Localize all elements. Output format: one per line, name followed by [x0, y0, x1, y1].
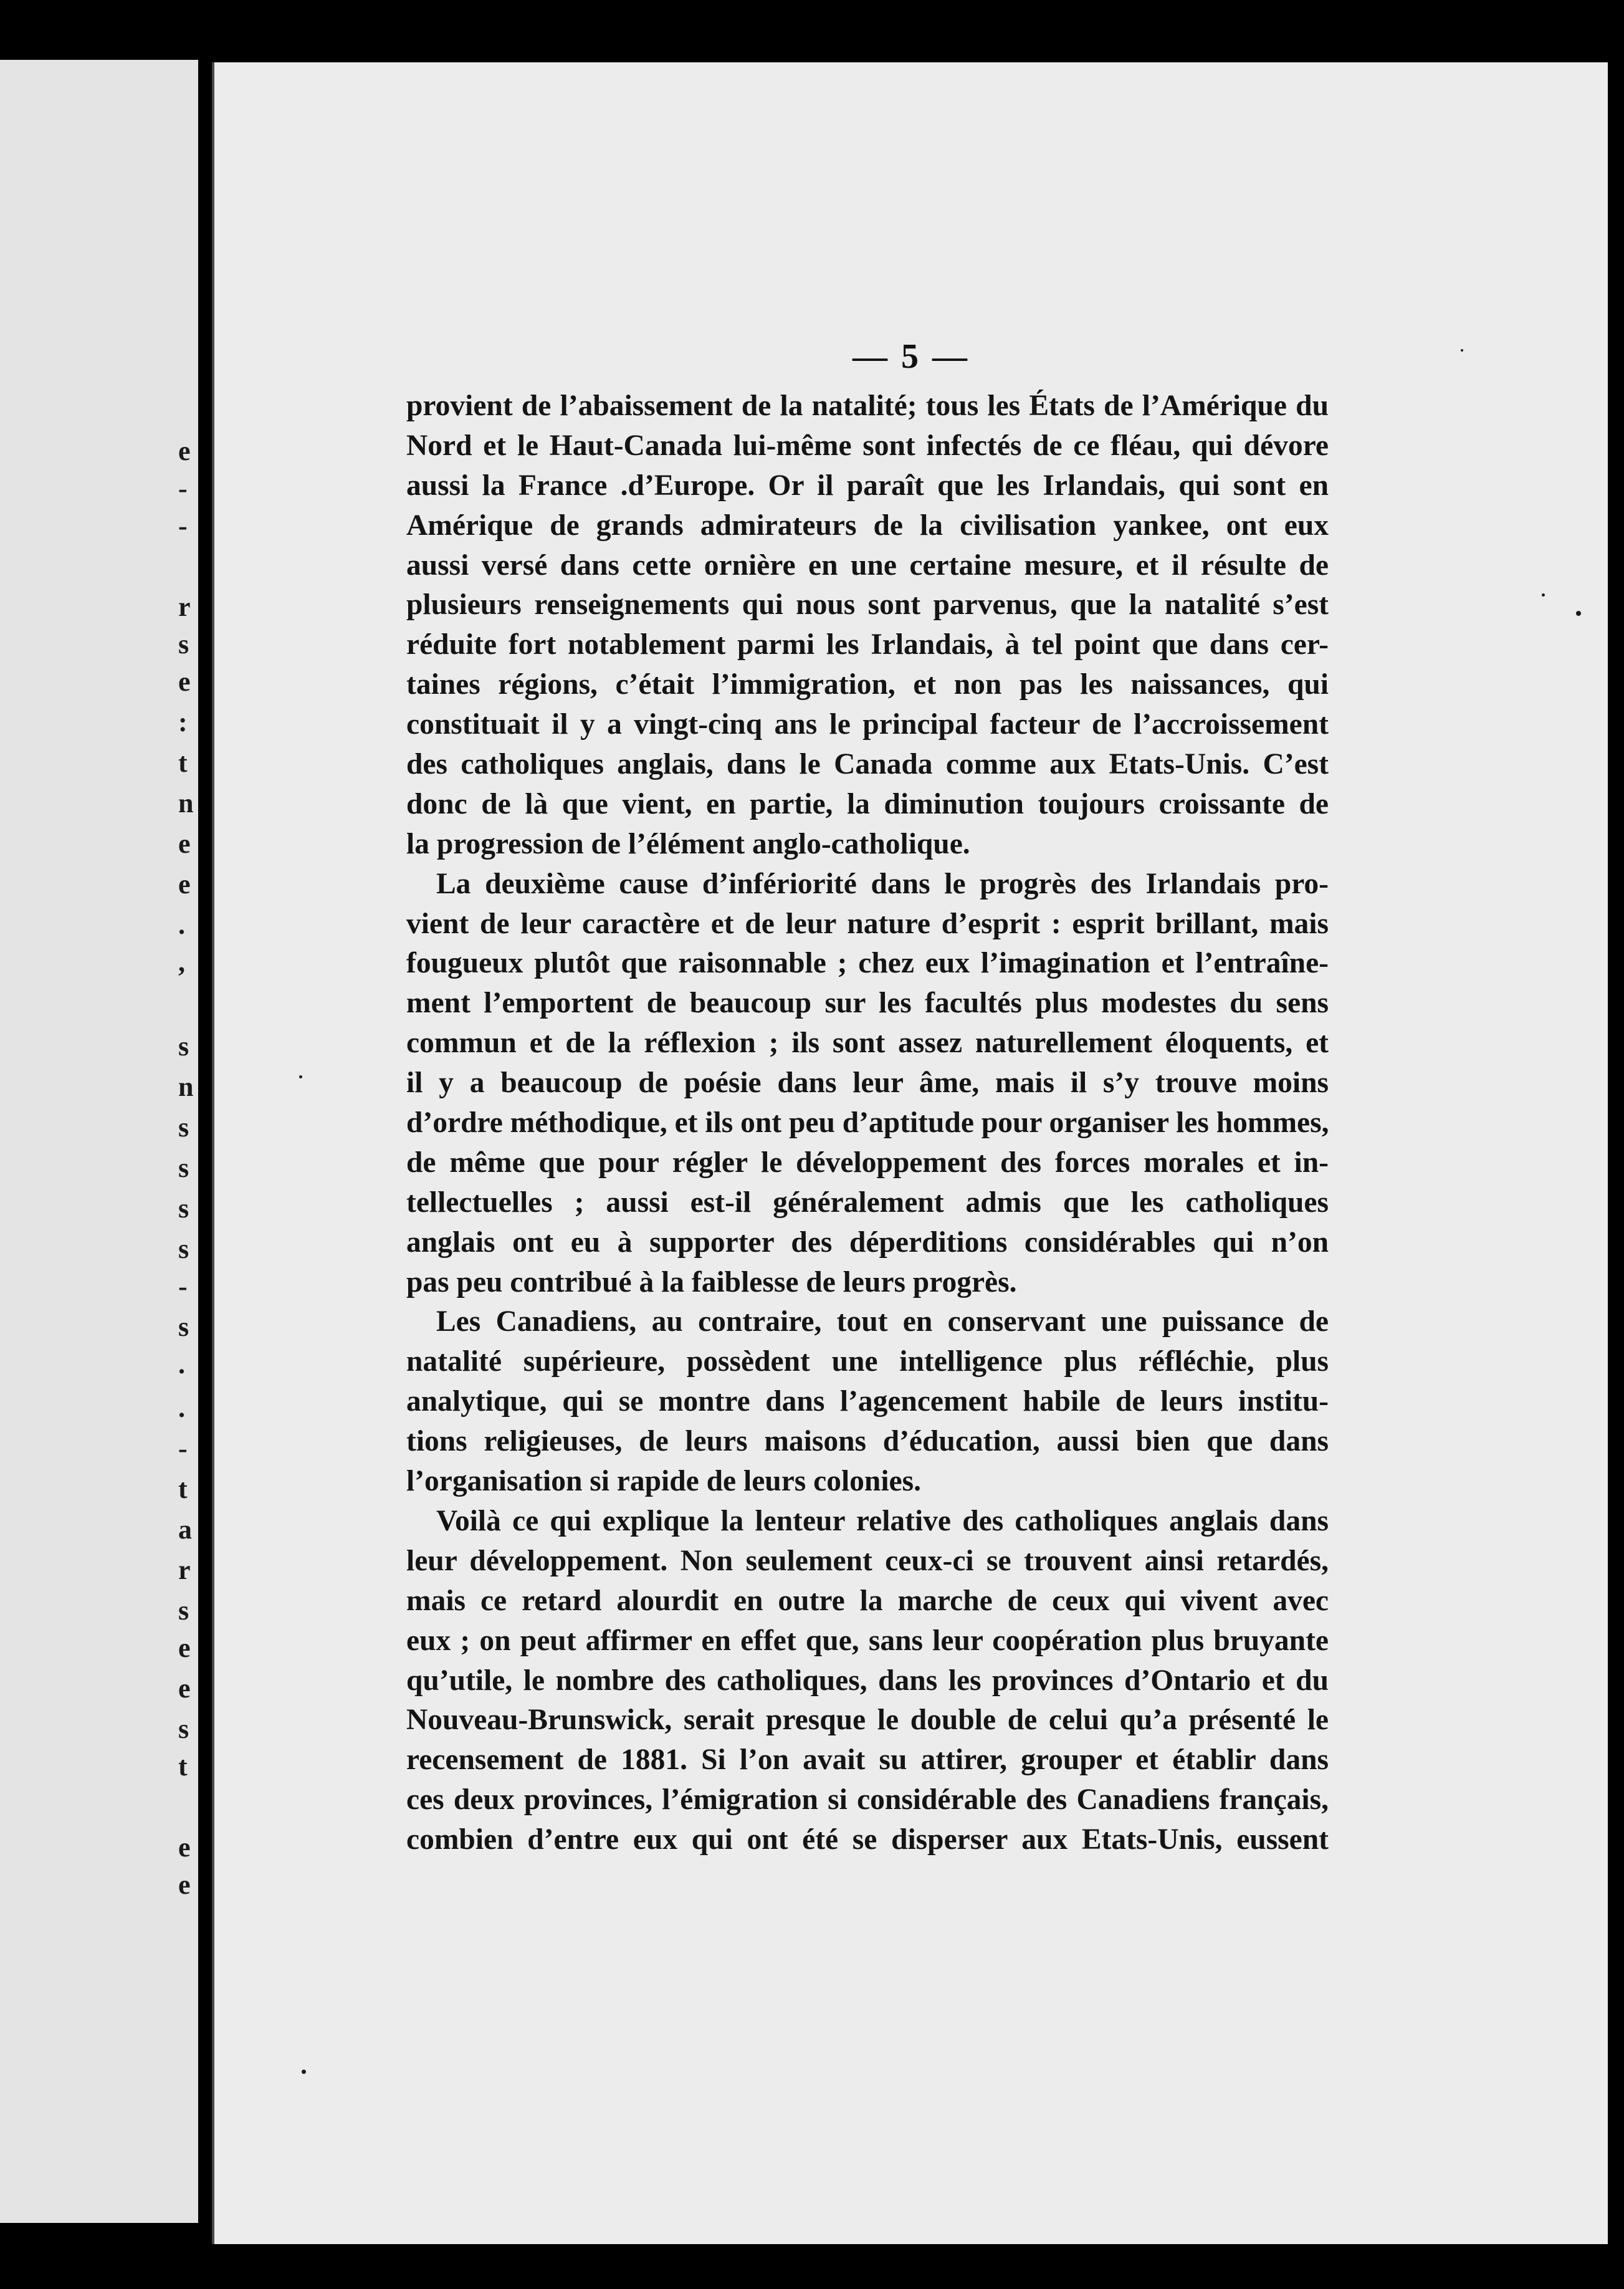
text-line: Les Canadiens, au contraire, tout en conservant une puissance de [436, 1305, 1329, 1338]
text-line: d’ordre méthodique, et ils ont peu d’aptitude pour organiser les hommes, [406, 1106, 1329, 1140]
scan-speck [299, 1075, 302, 1078]
margin-char: s [178, 1193, 189, 1224]
text-line: commun et de la réflexion ; ils sont assez naturellement éloquents, et [406, 1027, 1329, 1060]
margin-char: . [178, 1393, 185, 1423]
margin-char: e [178, 1633, 191, 1663]
margin-char: n [178, 788, 194, 818]
margin-char: e [178, 1673, 191, 1704]
margin-char: s [178, 1714, 189, 1744]
text-line: ment l’emportent de beaucoup sur les facultés plus modestes du sens [406, 987, 1329, 1020]
margin-char: s [178, 1031, 189, 1062]
text-line: de même que pour régler le développement des forces morales et in- [406, 1146, 1329, 1179]
margin-char: - [178, 1271, 188, 1302]
text-line: tellectuelles ; aussi est-il généralement admis que les catholiques [406, 1186, 1329, 1219]
margin-char: - [178, 511, 188, 541]
text-line: eux ; on peut affirmer en effet que, sans leur coopération plus bruyante [406, 1624, 1329, 1657]
margin-char: s [178, 1153, 189, 1183]
text-line: tions religieuses, de leurs maisons d’éducation, aussi bien que dans [406, 1425, 1329, 1458]
margin-char: t [178, 1474, 188, 1504]
text-line: plusieurs renseignements qui nous sont parvenus, que la natalité s’est [406, 588, 1329, 621]
text-line: constituait il y a vingt-cinq ans le principal facteur de l’accroissement [406, 708, 1329, 741]
text-line: natalité supérieure, possèdent une intelligence plus réfléchie, plus [406, 1345, 1329, 1378]
text-line: analytique, qui se montre dans l’agencement habile de leurs institu- [406, 1385, 1329, 1418]
scan-speck [302, 2070, 306, 2074]
text-line: provient de l’abaissement de la natalité; tous les États de l’Amérique du [406, 390, 1329, 422]
margin-char: . [178, 909, 185, 940]
text-line: qu’utile, le nombre des catholiques, dans les provinces d’Ontario et du [406, 1664, 1329, 1697]
text-line: La deuxième cause d’infériorité dans le progrès des Irlandais pro- [436, 867, 1329, 900]
text-line: recensement de 1881. Si l’on avait su attirer, grouper et établir dans [406, 1744, 1329, 1777]
text-line: réduite fort notablement parmi les Irlandais, à tel point que dans cer- [406, 628, 1329, 661]
margin-char: t [178, 747, 188, 778]
scan-speck [1576, 611, 1581, 616]
margin-char: n [178, 1072, 194, 1102]
margin-char: e [178, 869, 191, 900]
page-number: — 5 — [853, 337, 970, 376]
body-text [406, 386, 1329, 1926]
text-line: Nouveau-Brunswick, serait presque le double de celui qu’a présenté le [406, 1704, 1329, 1737]
text-line: mais ce retard alourdit en outre la marche de ceux qui vivent avec [406, 1584, 1329, 1617]
margin-char: - [178, 1433, 188, 1464]
margin-char: s [178, 1312, 189, 1342]
margin-char: : [178, 707, 188, 737]
right-page [212, 62, 1608, 2244]
margin-char: s [178, 1234, 189, 1264]
text-line: aussi la France .d’Europe. Or il paraît que les Irlandais, qui sont en [406, 469, 1329, 502]
margin-char: - [178, 473, 188, 504]
margin-char: s [178, 1595, 189, 1626]
text-line: pas peu contribué à la faiblesse de leurs progrès. [406, 1265, 1017, 1298]
margin-char: e [178, 1869, 191, 1900]
text-line: il y a beaucoup de poésie dans leur âme, mais il s’y trouve moins [406, 1067, 1329, 1100]
margin-char: . [178, 1349, 185, 1380]
text-line: anglais ont eu à supporter des déperditions considérables qui n’on [406, 1226, 1329, 1259]
text-line: donc de là que vient, en partie, la diminution toujours croissante de [406, 787, 1329, 820]
margin-char: e [178, 828, 191, 859]
text-line: combien d’entre eux qui ont été se disperser aux Etats-Unis, eussent [406, 1823, 1329, 1856]
text-line: des catholiques anglais, dans le Canada comme aux Etats-Unis. C’est [406, 748, 1329, 781]
scan-speck [1461, 349, 1463, 352]
scan-speck [1542, 593, 1545, 597]
text-line: fougueux plutôt que raisonnable ; chez eux l’imagination et l’entraîne- [406, 947, 1329, 980]
left-page-cut-off-text [173, 434, 198, 1930]
text-line: aussi versé dans cette ornière en une certaine mesure, et il résulte de [406, 549, 1329, 582]
margin-char: r [178, 1555, 191, 1585]
margin-char: a [178, 1514, 192, 1545]
text-line: vient de leur caractère et de leur nature d’esprit : esprit brillant, mais [406, 907, 1329, 940]
margin-char: e [178, 666, 191, 697]
margin-char: e [178, 1832, 191, 1863]
text-line: Amérique de grands admirateurs de la civilisation yankee, ont eux [406, 509, 1329, 542]
text-line: taines régions, c’était l’immigration, et non pas les naissances, qui [406, 668, 1329, 701]
text-line: ces deux provinces, l’émigration si considérable des Canadiens français, [406, 1783, 1329, 1816]
margin-char: r [178, 592, 191, 622]
margin-char: s [178, 629, 189, 660]
text-line: Voilà ce qui explique la lenteur relative des catholiques anglais dans [436, 1504, 1329, 1537]
text-line: Nord et le Haut-Canada lui-même sont infectés de ce fléau, qui dévore [406, 429, 1329, 462]
margin-char: t [178, 1751, 188, 1782]
text-line: la progression de l’élément anglo-catholique. [406, 827, 970, 860]
margin-char: , [178, 947, 185, 977]
margin-char: e [178, 436, 191, 466]
left-page [0, 60, 198, 2223]
text-line: l’organisation si rapide de leurs colonies. [406, 1465, 921, 1498]
text-line: leur développement. Non seulement ceux-ci se trouvent ainsi retardés, [406, 1544, 1329, 1577]
margin-char: s [178, 1112, 189, 1143]
